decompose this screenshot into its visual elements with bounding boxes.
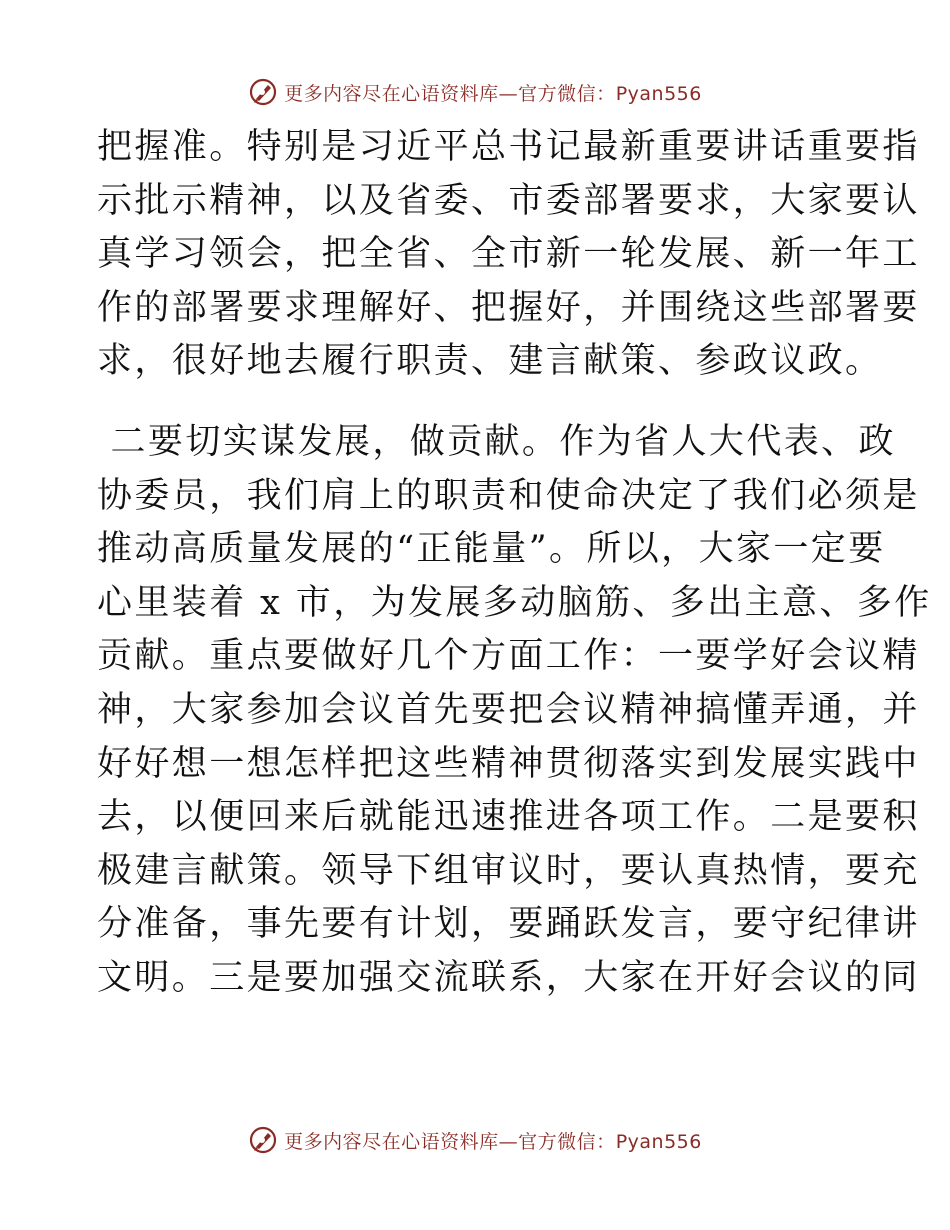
pen-logo-icon (248, 77, 278, 107)
text-line: 推动高质量发展的“正能量”。所以，大家一定要 (97, 529, 886, 570)
header-watermark (0, 72, 950, 112)
watermark-text (284, 1127, 702, 1154)
watermark-main: 更多内容尽在心语资料库 (284, 1130, 499, 1153)
text-line: 把握准。特别是习近平总书记最新重要讲话重要指 (97, 127, 920, 167)
watermark-text (284, 79, 702, 106)
pen-logo-icon (248, 1125, 278, 1155)
text-line: 神，大家参加会议首先要把会议精神搞懂弄通，并 (97, 689, 920, 730)
paragraph-1 (97, 121, 920, 389)
watermark-account: Pyan556 (615, 82, 702, 105)
footer-watermark (0, 1120, 950, 1160)
text-line: 分准备，事先要有计划，要踊跃发言，要守纪律讲 (97, 904, 920, 945)
text-line: 二要切实谋发展，做贡献。作为省人大代表、政 (97, 421, 896, 462)
text-line: 贡献。重点要做好几个方面工作：一要学好会议精 (97, 636, 920, 677)
document-body (97, 121, 932, 1006)
text-line: 求，很好地去履行职责、建言献策、参政议政。 (97, 341, 883, 382)
watermark-suffix: 官方微信： (518, 1130, 616, 1153)
watermark-separator: — (498, 1130, 519, 1153)
paragraph-spacer (97, 389, 857, 416)
watermark-main: 更多内容尽在心语资料库 (284, 82, 499, 105)
text-line: 文明。三是要加强交流联系，大家在开好会议的同 (97, 957, 920, 998)
watermark-separator: — (498, 82, 519, 105)
paragraph-2 (97, 416, 932, 1006)
watermark-suffix: 官方微信： (518, 82, 616, 105)
text-line: 极建言献策。领导下组审议时，要认真热情，要充 (97, 850, 920, 891)
text-line: 去，以便回来后就能迅速推进各项工作。二是要积 (97, 797, 920, 838)
watermark-account: Pyan556 (615, 1130, 702, 1153)
text-line: 真学习领会，把全省、全市新一轮发展、新一年工 (97, 234, 920, 275)
text-line: 好好想一想怎样把这些精神贯彻落实到发展实践中 (97, 743, 920, 784)
text-line: 协委员，我们肩上的职责和使命决定了我们必须是 (97, 475, 920, 516)
text-line: 作的部署要求理解好、把握好，并围绕这些部署要 (97, 287, 920, 328)
text-line: 示批示精神，以及省委、市委部署要求，大家要认 (97, 180, 920, 221)
text-line: 心里装着 x 市，为发展多动脑筋、多出主意、多作 (97, 582, 932, 623)
